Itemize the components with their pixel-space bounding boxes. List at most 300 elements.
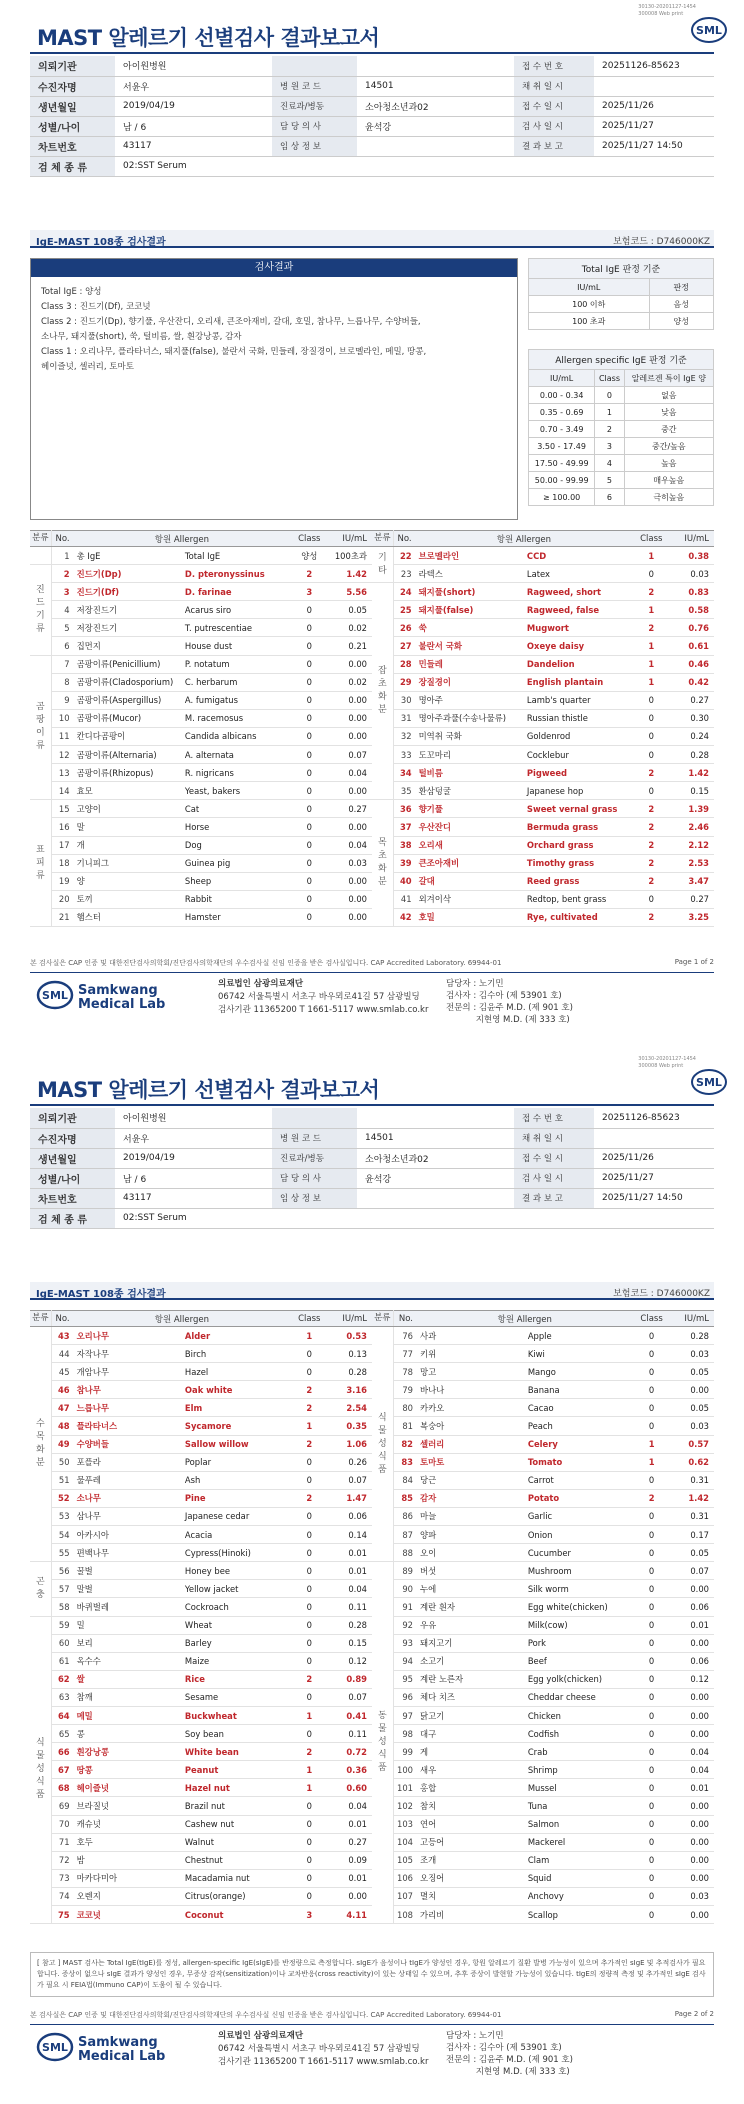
- criteria-cell: 없음: [624, 387, 713, 404]
- allergen-iu: 0.31: [672, 1507, 714, 1525]
- info-row: [30, 1108, 714, 1128]
- allergen-row: [30, 1489, 372, 1507]
- allergen-name-ko: 망고: [418, 1363, 526, 1381]
- allergen-row: [372, 800, 714, 818]
- allergen-name-ko: 버섯: [418, 1562, 526, 1580]
- allergen-name-ko: 카카오: [418, 1399, 526, 1417]
- allergen-row: [30, 1725, 372, 1743]
- allergen-iu: 0.36: [329, 1761, 372, 1779]
- allergen-name-ko: 양: [75, 872, 183, 890]
- allergen-no: 78: [393, 1363, 418, 1381]
- allergen-category: 수목화분: [30, 1327, 51, 1562]
- allergen-class: 0: [289, 836, 329, 854]
- allergen-name-en: Egg white(chicken): [526, 1598, 632, 1616]
- allergen-name-en: English plantain: [525, 673, 631, 691]
- allergen-no: 63: [51, 1688, 74, 1706]
- allergen-row: [372, 1562, 714, 1580]
- allergen-no: 97: [393, 1706, 418, 1724]
- result-summary-header: 검사결과: [31, 259, 517, 277]
- allergen-iu: 0.00: [672, 1833, 714, 1851]
- allergen-name-en: Redtop, bent grass: [525, 890, 631, 908]
- allergen-class: 0: [289, 1345, 329, 1363]
- info-value: 02:SST Serum: [115, 1208, 714, 1228]
- info-row: [30, 1188, 714, 1208]
- allergen-iu: 0.28: [329, 1616, 372, 1634]
- header-class: Class: [631, 531, 671, 547]
- header-no: No.: [51, 1311, 74, 1327]
- allergen-iu: 2.12: [671, 836, 714, 854]
- allergen-name-ko: 홍합: [418, 1779, 526, 1797]
- allergen-class: 2: [631, 818, 671, 836]
- allergen-no: 69: [51, 1797, 74, 1815]
- allergen-class: 0: [289, 800, 329, 818]
- title-divider: [30, 52, 714, 54]
- allergen-name-ko: 곰팡이류(Penicillium): [75, 655, 183, 673]
- allergen-class: 0: [289, 908, 329, 926]
- allergen-name-en: White bean: [183, 1743, 289, 1761]
- criteria-cell: 0.70 - 3.49: [529, 421, 595, 438]
- allergen-name-en: Acacia: [183, 1526, 289, 1544]
- allergen-iu: 0.01: [329, 1562, 372, 1580]
- allergen-row: [372, 691, 714, 709]
- header-category: 분류: [372, 1311, 393, 1327]
- allergen-name-en: Latex: [525, 565, 631, 583]
- allergen-iu: 0.09: [329, 1851, 372, 1869]
- allergen-name-ko: 쌀: [75, 1670, 183, 1688]
- info-label: 진료과/병동: [272, 1148, 357, 1168]
- svg-text:SML: SML: [42, 989, 68, 1002]
- allergen-no: 64: [51, 1706, 74, 1724]
- info-label: 담 당 의 사: [272, 1168, 357, 1188]
- allergen-iu: 0.27: [671, 890, 714, 908]
- allergen-name-ko: 새우: [418, 1761, 526, 1779]
- allergen-name-ko: 땅콩: [75, 1761, 183, 1779]
- allergen-row: [30, 1761, 372, 1779]
- allergen-class: 0: [632, 1851, 672, 1869]
- allergen-name-en: Banana: [526, 1381, 632, 1399]
- allergen-row: [30, 908, 372, 926]
- allergen-row: [372, 601, 714, 619]
- specific-ige-criteria-table: [528, 349, 714, 506]
- allergen-no: 15: [51, 800, 74, 818]
- allergen-name-ko: 키위: [418, 1345, 526, 1363]
- allergen-name-en: Russian thistle: [525, 709, 631, 727]
- allergen-no: 13: [51, 764, 74, 782]
- allergen-name-en: Onion: [526, 1526, 632, 1544]
- info-value: [594, 76, 714, 96]
- allergen-no: 73: [51, 1869, 74, 1887]
- allergen-class: 1: [631, 637, 671, 655]
- allergen-class: 0: [631, 709, 671, 727]
- allergen-name-en: Clam: [526, 1851, 632, 1869]
- allergen-row: [30, 1598, 372, 1616]
- allergen-row: [30, 1345, 372, 1363]
- allergen-no: 83: [393, 1453, 418, 1471]
- allergen-name-en: Sheep: [183, 872, 289, 890]
- allergen-no: 25: [393, 601, 416, 619]
- allergen-name-en: Egg yolk(chicken): [526, 1670, 632, 1688]
- info-label: 검 사 일 시: [514, 116, 594, 136]
- allergen-name-en: Oak white: [183, 1381, 289, 1399]
- svg-text:SML: SML: [42, 2041, 68, 2054]
- allergen-name-en: Sesame: [183, 1688, 289, 1706]
- allergen-iu: 0.04: [329, 836, 372, 854]
- allergen-no: 55: [51, 1544, 74, 1562]
- allergen-name-en: P. notatum: [183, 655, 289, 673]
- allergen-name-en: Silk worm: [526, 1580, 632, 1598]
- allergen-no: 3: [51, 583, 74, 601]
- allergen-name-en: D. pteronyssinus: [183, 565, 289, 583]
- criteria-header-row: [529, 370, 714, 387]
- allergen-iu: 0.61: [671, 637, 714, 655]
- info-label: 진료과/병동: [272, 96, 357, 116]
- criteria-cell: 양성: [649, 313, 713, 330]
- allergen-name-en: Reed grass: [525, 872, 631, 890]
- allergen-row: [372, 655, 714, 673]
- allergen-iu: 1.47: [329, 1489, 372, 1507]
- allergen-class: 2: [289, 565, 329, 583]
- allergen-class: 0: [289, 673, 329, 691]
- allergen-no: 96: [393, 1688, 418, 1706]
- allergen-row: [372, 1851, 714, 1869]
- info-label: 결 과 보 고: [514, 136, 594, 156]
- info-label: 결 과 보 고: [514, 1188, 594, 1208]
- allergen-name-en: Candida albicans: [183, 727, 289, 745]
- info-value: 43117: [115, 1188, 272, 1208]
- allergen-name-en: Peanut: [183, 1761, 289, 1779]
- allergen-row: [372, 1743, 714, 1761]
- report-title: MAST 알레르기 선별검사 결과보고서: [37, 1078, 380, 1102]
- allergen-no: 89: [393, 1562, 418, 1580]
- allergen-row: [30, 1652, 372, 1670]
- allergen-no: 11: [51, 727, 74, 745]
- allergen-iu: 0.60: [329, 1779, 372, 1797]
- allergen-name-en: Ash: [183, 1471, 289, 1489]
- allergen-row: [30, 673, 372, 691]
- info-value: 2019/04/19: [115, 96, 272, 116]
- header-no: No.: [393, 1311, 418, 1327]
- allergen-iu: 0.12: [672, 1670, 714, 1688]
- allergen-row: [372, 637, 714, 655]
- allergen-iu: 5.56: [329, 583, 372, 601]
- allergen-header-row: [30, 531, 372, 547]
- allergen-no: 80: [393, 1399, 418, 1417]
- allergen-name-en: Guinea pig: [183, 854, 289, 872]
- allergen-no: 75: [51, 1906, 74, 1924]
- page-number: Page 1 of 2: [674, 958, 714, 966]
- info-value: 서윤우: [115, 76, 272, 96]
- allergen-name-ko: 말: [75, 818, 183, 836]
- allergen-class: 0: [289, 1634, 329, 1652]
- allergen-name-en: Acarus siro: [183, 601, 289, 619]
- allergen-no: 62: [51, 1670, 74, 1688]
- allergen-iu: 0.01: [672, 1779, 714, 1797]
- allergen-name-ko: 옥수수: [75, 1652, 183, 1670]
- allergen-name-ko: 아카시아: [75, 1526, 183, 1544]
- allergen-name-ko: 곰팡이류(Aspergillus): [75, 691, 183, 709]
- info-label: 임 상 정 보: [272, 136, 357, 156]
- allergen-name-ko: 누에: [418, 1580, 526, 1598]
- allergen-no: 43: [51, 1327, 74, 1345]
- allergen-iu: 1.42: [671, 764, 714, 782]
- allergen-no: 57: [51, 1580, 74, 1598]
- allergen-row: [372, 1507, 714, 1525]
- allergen-row: [30, 1706, 372, 1724]
- allergen-name-ko: 햄스터: [75, 908, 183, 926]
- criteria-cell: 1: [595, 404, 624, 421]
- allergen-name-en: Shrimp: [526, 1761, 632, 1779]
- header-allergen: 항원 Allergen: [75, 531, 290, 547]
- allergen-name-ko: 도꼬마리: [417, 746, 525, 764]
- allergen-no: 61: [51, 1652, 74, 1670]
- allergen-row: [372, 1381, 714, 1399]
- allergen-no: 20: [51, 890, 74, 908]
- allergen-name-ko: 곰팡이류(Alternaria): [75, 746, 183, 764]
- allergen-row: [30, 836, 372, 854]
- allergen-iu: 0.00: [329, 818, 372, 836]
- criteria-cell: 100 초과: [529, 313, 650, 330]
- allergen-no: 45: [51, 1363, 74, 1381]
- allergen-no: 79: [393, 1381, 418, 1399]
- allergen-no: 38: [393, 836, 416, 854]
- allergen-no: 76: [393, 1327, 418, 1345]
- allergen-iu: 3.47: [671, 872, 714, 890]
- allergen-name-ko: 진드기(Df): [75, 583, 183, 601]
- allergen-name-en: Mugwort: [525, 619, 631, 637]
- allergen-no: 105: [393, 1851, 418, 1869]
- allergen-row: [30, 1562, 372, 1580]
- allergen-name-en: Cypress(Hinoki): [183, 1544, 289, 1562]
- info-label: 수진자명: [30, 1128, 115, 1148]
- allergen-name-ko: 참치: [418, 1797, 526, 1815]
- info-label: 성별/나이: [30, 1168, 115, 1188]
- allergen-no: 100: [393, 1761, 418, 1779]
- allergen-row: [30, 1507, 372, 1525]
- allergen-row: [372, 1435, 714, 1453]
- allergen-row: [30, 1688, 372, 1706]
- allergen-name-ko: 포플라: [75, 1453, 183, 1471]
- allergen-no: 104: [393, 1833, 418, 1851]
- header-iu: IU/mL: [672, 1311, 714, 1327]
- allergen-name-en: Honey bee: [183, 1562, 289, 1580]
- allergen-no: 88: [393, 1544, 418, 1562]
- allergen-iu: 0.03: [672, 1887, 714, 1905]
- criteria-cell: 3: [595, 438, 624, 455]
- allergen-name-en: Pigweed: [525, 764, 631, 782]
- patient-info-table: [30, 56, 714, 177]
- allergen-no: 10: [51, 709, 74, 727]
- allergen-name-en: Birch: [183, 1345, 289, 1363]
- allergen-iu: 0.26: [329, 1453, 372, 1471]
- allergen-no: 90: [393, 1580, 418, 1598]
- criteria-cell: 매우높음: [624, 472, 713, 489]
- info-row: [30, 1128, 714, 1148]
- allergen-category: 곤충: [30, 1562, 51, 1616]
- allergen-name-ko: 곰팡이류(Cladosporium): [75, 673, 183, 691]
- allergen-name-ko: 털비름: [417, 764, 525, 782]
- criteria-cell: 6: [595, 489, 624, 506]
- allergen-no: 60: [51, 1634, 74, 1652]
- allergen-name-ko: 꿀벌: [75, 1562, 183, 1580]
- allergen-no: 82: [393, 1435, 418, 1453]
- allergen-iu: 0.03: [672, 1417, 714, 1435]
- allergen-class: 3: [289, 583, 329, 601]
- allergen-table-p1-right: [372, 530, 714, 927]
- info-value: 14501: [357, 76, 514, 96]
- allergen-class: 0: [632, 1887, 672, 1905]
- allergen-category: 식물성식품: [30, 1616, 51, 1924]
- allergen-no: 23: [393, 565, 416, 583]
- allergen-no: 21: [51, 908, 74, 926]
- allergen-name-ko: 복숭아: [418, 1417, 526, 1435]
- allergen-iu: 0.00: [672, 1580, 714, 1598]
- sml-logo-icon: [690, 1068, 728, 1096]
- criteria-cell: 4: [595, 455, 624, 472]
- allergen-name-ko: 마늘: [418, 1507, 526, 1525]
- allergen-row: [30, 1797, 372, 1815]
- allergen-no: 50: [51, 1453, 74, 1471]
- allergen-name-en: Maize: [183, 1652, 289, 1670]
- svg-text:SML: SML: [696, 1076, 722, 1089]
- allergen-class: 0: [289, 890, 329, 908]
- allergen-name-ko: 개: [75, 836, 183, 854]
- allergen-class: 0: [289, 1616, 329, 1634]
- allergen-no: 35: [393, 782, 416, 800]
- allergen-class: 1: [289, 1779, 329, 1797]
- allergen-no: 106: [393, 1869, 418, 1887]
- info-value: [594, 1128, 714, 1148]
- allergen-class: 2: [631, 800, 671, 818]
- allergen-name-ko: 미역취 국화: [417, 727, 525, 745]
- allergen-row: [30, 1363, 372, 1381]
- allergen-name-en: Pine: [183, 1489, 289, 1507]
- allergen-row: [372, 1833, 714, 1851]
- allergen-name-ko: 계란 흰자: [418, 1598, 526, 1616]
- allergen-name-ko: 큰조아재비: [417, 854, 525, 872]
- allergen-name-ko: 말벌: [75, 1580, 183, 1598]
- allergen-row: [372, 836, 714, 854]
- allergen-class: 0: [289, 691, 329, 709]
- allergen-row: [372, 1688, 714, 1706]
- allergen-row: [372, 1706, 714, 1724]
- allergen-name-ko: 명아주: [417, 691, 525, 709]
- allergen-name-en: Chicken: [526, 1706, 632, 1724]
- allergen-row: [30, 691, 372, 709]
- allergen-name-en: Mackerel: [526, 1833, 632, 1851]
- allergen-class: 0: [289, 1507, 329, 1525]
- allergen-iu: 0.00: [329, 908, 372, 926]
- allergen-name-ko: 게: [418, 1743, 526, 1761]
- allergen-name-en: Rye, cultivated: [525, 908, 631, 926]
- criteria-row: [529, 404, 714, 421]
- allergen-name-ko: 칸디다곰팡이: [75, 727, 183, 745]
- criteria-caption-row: [529, 259, 714, 279]
- allergen-iu: 0.07: [672, 1562, 714, 1580]
- allergen-class: 2: [631, 583, 671, 601]
- allergen-row: [30, 1435, 372, 1453]
- allergen-name-ko: 장질경이: [417, 673, 525, 691]
- allergen-name-ko: 멸치: [418, 1887, 526, 1905]
- allergen-no: 24: [393, 583, 416, 601]
- allergen-class: 0: [632, 1743, 672, 1761]
- allergen-class: 2: [631, 619, 671, 637]
- allergen-name-ko: 호밀: [417, 908, 525, 926]
- allergen-class: 0: [289, 655, 329, 673]
- allergen-name-en: Yeast, bakers: [183, 782, 289, 800]
- allergen-name-en: Pork: [526, 1634, 632, 1652]
- header-allergen: 항원 Allergen: [75, 1311, 290, 1327]
- allergen-class: 0: [289, 1833, 329, 1851]
- allergen-name-en: Anchovy: [526, 1887, 632, 1905]
- info-label: 차트번호: [30, 1188, 115, 1208]
- allergen-name-en: House dust: [183, 637, 289, 655]
- allergen-no: 42: [393, 908, 416, 926]
- allergen-row: [372, 1471, 714, 1489]
- allergen-row: [372, 1869, 714, 1887]
- allergen-class: 0: [632, 1580, 672, 1598]
- allergen-name-ko: 곰팡이류(Rhizopus): [75, 764, 183, 782]
- info-label: 수진자명: [30, 76, 115, 96]
- info-label: 병 원 코 드: [272, 1128, 357, 1148]
- allergen-row: [30, 583, 372, 601]
- allergen-class: 0: [632, 1869, 672, 1887]
- allergen-name-ko: 토끼: [75, 890, 183, 908]
- allergen-name-ko: 명아주과풀(수송나물류): [417, 709, 525, 727]
- allergen-category: 동물성식품: [372, 1562, 393, 1924]
- allergen-row: [30, 637, 372, 655]
- allergen-no: 27: [393, 637, 416, 655]
- allergen-name-ko: 집먼지: [75, 637, 183, 655]
- criteria-cell: 17.50 - 49.99: [529, 455, 595, 472]
- allergen-class: 0: [289, 1652, 329, 1670]
- allergen-iu: 0.31: [672, 1471, 714, 1489]
- allergen-iu: 0.00: [672, 1906, 714, 1924]
- allergen-iu: 0.00: [672, 1381, 714, 1399]
- result-line: 헤이즐넛, 셀러리, 토마토: [41, 362, 134, 372]
- allergen-iu: 0.14: [329, 1526, 372, 1544]
- header-iu: IU/mL: [329, 1311, 372, 1327]
- info-label: 검 사 일 시: [514, 1168, 594, 1188]
- criteria-cell: 높음: [624, 455, 713, 472]
- allergen-name-en: Cashew nut: [183, 1815, 289, 1833]
- allergen-name-en: Cheddar cheese: [526, 1688, 632, 1706]
- allergen-no: 67: [51, 1761, 74, 1779]
- allergen-iu: 0.53: [329, 1327, 372, 1345]
- allergen-row: [30, 1887, 372, 1905]
- info-value: [357, 56, 514, 76]
- allergen-name-ko: 우유: [418, 1616, 526, 1634]
- sml-logo-icon: [690, 16, 728, 44]
- samkwang-logo: SML Samkwang Medical Lab: [36, 978, 166, 1018]
- allergen-name-en: Orchard grass: [525, 836, 631, 854]
- allergen-name-ko: 밀: [75, 1616, 183, 1634]
- allergen-name-ko: 당근: [418, 1471, 526, 1489]
- allergen-name-en: Cacao: [526, 1399, 632, 1417]
- allergen-class: 0: [631, 727, 671, 745]
- allergen-name-ko: 조개: [418, 1851, 526, 1869]
- allergen-iu: 0.01: [329, 1869, 372, 1887]
- allergen-name-en: Hazel nut: [183, 1779, 289, 1797]
- allergen-name-en: Japanese hop: [525, 782, 631, 800]
- allergen-class: 1: [289, 1706, 329, 1724]
- allergen-class: 0: [289, 1580, 329, 1598]
- allergen-row: [372, 1725, 714, 1743]
- allergen-no: 91: [393, 1598, 418, 1616]
- allergen-iu: 0.05: [672, 1544, 714, 1562]
- info-value: 소아청소년과02: [357, 1148, 514, 1168]
- allergen-row: [372, 782, 714, 800]
- allergen-name-en: Lamb's quarter: [525, 691, 631, 709]
